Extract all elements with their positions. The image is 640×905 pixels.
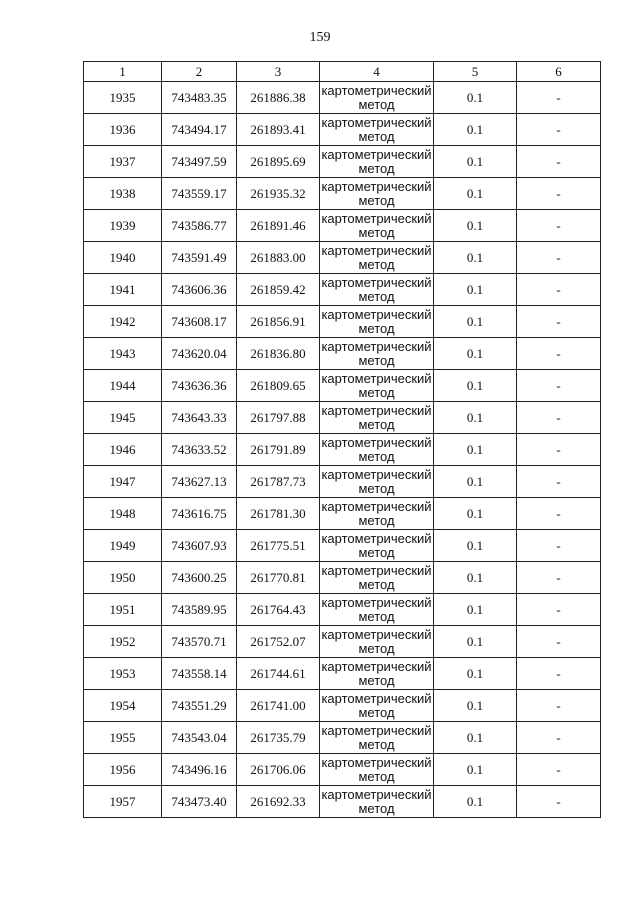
method-line-1: картометрический bbox=[321, 722, 432, 738]
accuracy-cell: 0.1 bbox=[434, 146, 517, 178]
note-cell: - bbox=[517, 306, 601, 338]
y-coordinate-cell: 261744.61 bbox=[237, 658, 320, 690]
column-header: 6 bbox=[517, 62, 601, 82]
note-cell: - bbox=[517, 210, 601, 242]
point-number-cell: 1938 bbox=[84, 178, 162, 210]
table-row bbox=[84, 178, 601, 210]
accuracy-cell: 0.1 bbox=[434, 178, 517, 210]
accuracy-cell: 0.1 bbox=[434, 754, 517, 786]
method-line-2: метод bbox=[358, 96, 395, 112]
point-number-cell: 1941 bbox=[84, 274, 162, 306]
point-number-cell: 1937 bbox=[84, 146, 162, 178]
method-line-2: метод bbox=[358, 736, 395, 752]
method-cell bbox=[320, 402, 434, 434]
method-cell bbox=[320, 562, 434, 594]
note-cell: - bbox=[517, 434, 601, 466]
table-row bbox=[84, 658, 601, 690]
table-row bbox=[84, 338, 601, 370]
column-header: 2 bbox=[162, 62, 237, 82]
y-coordinate-cell: 261893.41 bbox=[237, 114, 320, 146]
method-line-1: картометрический bbox=[321, 466, 432, 482]
point-number-cell: 1953 bbox=[84, 658, 162, 690]
table-row bbox=[84, 626, 601, 658]
x-coordinate-cell: 743606.36 bbox=[162, 274, 237, 306]
accuracy-cell: 0.1 bbox=[434, 498, 517, 530]
method-cell bbox=[320, 242, 434, 274]
table-row bbox=[84, 242, 601, 274]
note-cell: - bbox=[517, 466, 601, 498]
x-coordinate-cell: 743636.36 bbox=[162, 370, 237, 402]
method-line-2: метод bbox=[358, 160, 395, 176]
table-row bbox=[84, 466, 601, 498]
accuracy-cell: 0.1 bbox=[434, 82, 517, 114]
x-coordinate-cell: 743494.17 bbox=[162, 114, 237, 146]
accuracy-cell: 0.1 bbox=[434, 466, 517, 498]
table-row bbox=[84, 434, 601, 466]
x-coordinate-cell: 743559.17 bbox=[162, 178, 237, 210]
note-cell: - bbox=[517, 498, 601, 530]
x-coordinate-cell: 743620.04 bbox=[162, 338, 237, 370]
table-row bbox=[84, 114, 601, 146]
note-cell: - bbox=[517, 242, 601, 274]
point-number-cell: 1943 bbox=[84, 338, 162, 370]
x-coordinate-cell: 743607.93 bbox=[162, 530, 237, 562]
table-row bbox=[84, 722, 601, 754]
method-cell bbox=[320, 306, 434, 338]
method-cell bbox=[320, 178, 434, 210]
method-line-1: картометрический bbox=[321, 402, 432, 418]
method-line-1: картометрический bbox=[321, 434, 432, 450]
method-cell bbox=[320, 274, 434, 306]
x-coordinate-cell: 743643.33 bbox=[162, 402, 237, 434]
y-coordinate-cell: 261797.88 bbox=[237, 402, 320, 434]
accuracy-cell: 0.1 bbox=[434, 722, 517, 754]
method-line-1: картометрический bbox=[321, 530, 432, 546]
method-cell bbox=[320, 338, 434, 370]
point-number-cell: 1939 bbox=[84, 210, 162, 242]
coordinates-table bbox=[83, 61, 601, 818]
x-coordinate-cell: 743483.35 bbox=[162, 82, 237, 114]
accuracy-cell: 0.1 bbox=[434, 210, 517, 242]
table-row bbox=[84, 754, 601, 786]
y-coordinate-cell: 261741.00 bbox=[237, 690, 320, 722]
point-number-cell: 1956 bbox=[84, 754, 162, 786]
column-header: 3 bbox=[237, 62, 320, 82]
method-line-2: метод bbox=[358, 320, 395, 336]
table-row bbox=[84, 82, 601, 114]
point-number-cell: 1936 bbox=[84, 114, 162, 146]
accuracy-cell: 0.1 bbox=[434, 370, 517, 402]
method-line-2: метод bbox=[358, 448, 395, 464]
note-cell: - bbox=[517, 530, 601, 562]
method-cell bbox=[320, 690, 434, 722]
method-cell bbox=[320, 594, 434, 626]
point-number-cell: 1955 bbox=[84, 722, 162, 754]
method-cell bbox=[320, 114, 434, 146]
note-cell: - bbox=[517, 562, 601, 594]
method-line-2: метод bbox=[358, 544, 395, 560]
method-cell bbox=[320, 82, 434, 114]
method-line-2: метод bbox=[358, 256, 395, 272]
method-line-2: метод bbox=[358, 288, 395, 304]
note-cell: - bbox=[517, 402, 601, 434]
accuracy-cell: 0.1 bbox=[434, 786, 517, 818]
note-cell: - bbox=[517, 786, 601, 818]
note-cell: - bbox=[517, 658, 601, 690]
accuracy-cell: 0.1 bbox=[434, 338, 517, 370]
table-row bbox=[84, 146, 601, 178]
y-coordinate-cell: 261764.43 bbox=[237, 594, 320, 626]
y-coordinate-cell: 261809.65 bbox=[237, 370, 320, 402]
method-line-1: картометрический bbox=[321, 594, 432, 610]
x-coordinate-cell: 743616.75 bbox=[162, 498, 237, 530]
x-coordinate-cell: 743497.59 bbox=[162, 146, 237, 178]
method-cell bbox=[320, 498, 434, 530]
y-coordinate-cell: 261735.79 bbox=[237, 722, 320, 754]
point-number-cell: 1949 bbox=[84, 530, 162, 562]
x-coordinate-cell: 743589.95 bbox=[162, 594, 237, 626]
y-coordinate-cell: 261787.73 bbox=[237, 466, 320, 498]
point-number-cell: 1952 bbox=[84, 626, 162, 658]
x-coordinate-cell: 743570.71 bbox=[162, 626, 237, 658]
x-coordinate-cell: 743608.17 bbox=[162, 306, 237, 338]
point-number-cell: 1957 bbox=[84, 786, 162, 818]
table-row bbox=[84, 306, 601, 338]
y-coordinate-cell: 261886.38 bbox=[237, 82, 320, 114]
table-row bbox=[84, 274, 601, 306]
x-coordinate-cell: 743591.49 bbox=[162, 242, 237, 274]
note-cell: - bbox=[517, 370, 601, 402]
column-header: 5 bbox=[434, 62, 517, 82]
method-line-2: метод bbox=[358, 608, 395, 624]
method-line-1: картометрический bbox=[321, 178, 432, 194]
method-cell bbox=[320, 146, 434, 178]
note-cell: - bbox=[517, 274, 601, 306]
method-line-1: картометрический bbox=[321, 626, 432, 642]
method-line-2: метод bbox=[358, 192, 395, 208]
method-line-1: картометрический bbox=[321, 562, 432, 578]
method-line-1: картометрический bbox=[321, 338, 432, 354]
method-line-1: картометрический bbox=[321, 690, 432, 706]
y-coordinate-cell: 261775.51 bbox=[237, 530, 320, 562]
accuracy-cell: 0.1 bbox=[434, 690, 517, 722]
method-line-2: метод bbox=[358, 416, 395, 432]
note-cell: - bbox=[517, 722, 601, 754]
method-line-1: картометрический bbox=[321, 754, 432, 770]
x-coordinate-cell: 743633.52 bbox=[162, 434, 237, 466]
note-cell: - bbox=[517, 338, 601, 370]
method-cell bbox=[320, 530, 434, 562]
method-line-2: метод bbox=[358, 352, 395, 368]
y-coordinate-cell: 261859.42 bbox=[237, 274, 320, 306]
x-coordinate-cell: 743558.14 bbox=[162, 658, 237, 690]
y-coordinate-cell: 261856.91 bbox=[237, 306, 320, 338]
method-line-2: метод bbox=[358, 384, 395, 400]
method-line-2: метод bbox=[358, 576, 395, 592]
method-line-2: метод bbox=[358, 800, 395, 816]
table-row bbox=[84, 594, 601, 626]
point-number-cell: 1951 bbox=[84, 594, 162, 626]
method-cell bbox=[320, 434, 434, 466]
method-line-1: картометрический bbox=[321, 146, 432, 162]
method-line-2: метод bbox=[358, 704, 395, 720]
y-coordinate-cell: 261836.80 bbox=[237, 338, 320, 370]
accuracy-cell: 0.1 bbox=[434, 626, 517, 658]
method-line-2: метод bbox=[358, 480, 395, 496]
point-number-cell: 1944 bbox=[84, 370, 162, 402]
note-cell: - bbox=[517, 754, 601, 786]
note-cell: - bbox=[517, 146, 601, 178]
method-line-1: картометрический bbox=[321, 114, 432, 130]
x-coordinate-cell: 743496.16 bbox=[162, 754, 237, 786]
method-line-2: метод bbox=[358, 128, 395, 144]
x-coordinate-cell: 743600.25 bbox=[162, 562, 237, 594]
point-number-cell: 1945 bbox=[84, 402, 162, 434]
point-number-cell: 1946 bbox=[84, 434, 162, 466]
table-row bbox=[84, 210, 601, 242]
method-line-1: картометрический bbox=[321, 370, 432, 386]
method-line-1: картометрический bbox=[321, 210, 432, 226]
accuracy-cell: 0.1 bbox=[434, 434, 517, 466]
table-row bbox=[84, 370, 601, 402]
note-cell: - bbox=[517, 114, 601, 146]
method-cell bbox=[320, 210, 434, 242]
y-coordinate-cell: 261935.32 bbox=[237, 178, 320, 210]
method-cell bbox=[320, 466, 434, 498]
y-coordinate-cell: 261752.07 bbox=[237, 626, 320, 658]
accuracy-cell: 0.1 bbox=[434, 306, 517, 338]
note-cell: - bbox=[517, 178, 601, 210]
method-cell bbox=[320, 626, 434, 658]
y-coordinate-cell: 261895.69 bbox=[237, 146, 320, 178]
point-number-cell: 1948 bbox=[84, 498, 162, 530]
method-cell bbox=[320, 722, 434, 754]
method-line-2: метод bbox=[358, 672, 395, 688]
y-coordinate-cell: 261692.33 bbox=[237, 786, 320, 818]
accuracy-cell: 0.1 bbox=[434, 658, 517, 690]
note-cell: - bbox=[517, 690, 601, 722]
accuracy-cell: 0.1 bbox=[434, 594, 517, 626]
x-coordinate-cell: 743473.40 bbox=[162, 786, 237, 818]
method-line-1: картометрический bbox=[321, 242, 432, 258]
method-line-2: метод bbox=[358, 224, 395, 240]
table-body bbox=[84, 82, 601, 818]
method-line-1: картометрический bbox=[321, 498, 432, 514]
method-line-1: картометрический bbox=[321, 306, 432, 322]
y-coordinate-cell: 261891.46 bbox=[237, 210, 320, 242]
y-coordinate-cell: 261791.89 bbox=[237, 434, 320, 466]
accuracy-cell: 0.1 bbox=[434, 530, 517, 562]
point-number-cell: 1954 bbox=[84, 690, 162, 722]
method-line-2: метод bbox=[358, 768, 395, 784]
table-row bbox=[84, 562, 601, 594]
y-coordinate-cell: 261706.06 bbox=[237, 754, 320, 786]
accuracy-cell: 0.1 bbox=[434, 402, 517, 434]
y-coordinate-cell: 261770.81 bbox=[237, 562, 320, 594]
method-cell bbox=[320, 786, 434, 818]
point-number-cell: 1950 bbox=[84, 562, 162, 594]
method-cell bbox=[320, 754, 434, 786]
method-line-1: картометрический bbox=[321, 274, 432, 290]
column-header: 1 bbox=[84, 62, 162, 82]
accuracy-cell: 0.1 bbox=[434, 242, 517, 274]
table-row bbox=[84, 690, 601, 722]
point-number-cell: 1947 bbox=[84, 466, 162, 498]
y-coordinate-cell: 261883.00 bbox=[237, 242, 320, 274]
method-line-1: картометрический bbox=[321, 658, 432, 674]
table-row bbox=[84, 530, 601, 562]
table-row bbox=[84, 498, 601, 530]
point-number-cell: 1942 bbox=[84, 306, 162, 338]
column-header: 4 bbox=[320, 62, 434, 82]
method-cell bbox=[320, 370, 434, 402]
accuracy-cell: 0.1 bbox=[434, 562, 517, 594]
method-line-1: картометрический bbox=[321, 786, 432, 802]
note-cell: - bbox=[517, 82, 601, 114]
note-cell: - bbox=[517, 626, 601, 658]
x-coordinate-cell: 743586.77 bbox=[162, 210, 237, 242]
table-row bbox=[84, 402, 601, 434]
accuracy-cell: 0.1 bbox=[434, 114, 517, 146]
method-line-2: метод bbox=[358, 640, 395, 656]
method-line-1: картометрический bbox=[321, 82, 432, 98]
accuracy-cell: 0.1 bbox=[434, 274, 517, 306]
header-row bbox=[84, 62, 601, 82]
method-line-2: метод bbox=[358, 512, 395, 528]
x-coordinate-cell: 743551.29 bbox=[162, 690, 237, 722]
table-row bbox=[84, 786, 601, 818]
method-cell bbox=[320, 658, 434, 690]
y-coordinate-cell: 261781.30 bbox=[237, 498, 320, 530]
x-coordinate-cell: 743543.04 bbox=[162, 722, 237, 754]
point-number-cell: 1940 bbox=[84, 242, 162, 274]
note-cell: - bbox=[517, 594, 601, 626]
x-coordinate-cell: 743627.13 bbox=[162, 466, 237, 498]
page-number: 159 bbox=[309, 30, 331, 45]
point-number-cell: 1935 bbox=[84, 82, 162, 114]
